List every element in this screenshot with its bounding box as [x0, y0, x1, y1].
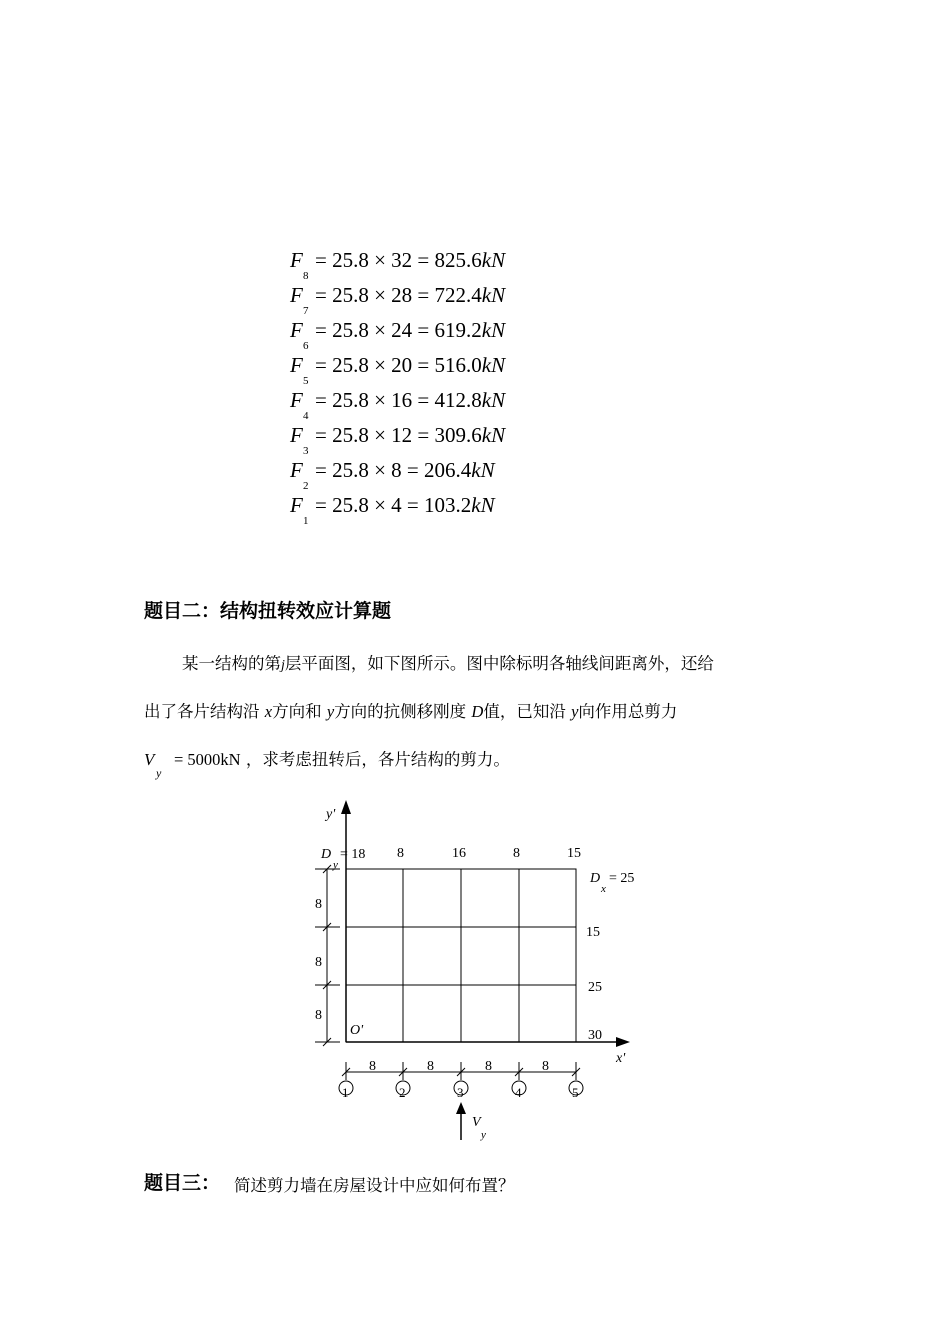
equation-unit: kN — [481, 423, 506, 447]
variable-x: x — [264, 702, 273, 721]
variable-y: y — [571, 702, 579, 721]
force-subscript: 4 — [303, 410, 309, 422]
equation-value: = 25.8 × 4 = 103.2 — [315, 493, 472, 517]
dx-value: 30 — [588, 1028, 602, 1043]
text-segment: 某一结构的第 — [182, 654, 281, 673]
dy-value: 15 — [567, 846, 581, 861]
equation-value: = 25.8 × 16 = 412.8 — [315, 388, 482, 412]
axis-number: 1 — [342, 1085, 349, 1100]
subscript-y: y — [156, 766, 162, 780]
equation-rhs — [315, 318, 505, 343]
force-label: V — [472, 1115, 481, 1130]
axis-number: 4 — [515, 1085, 522, 1100]
equation-rhs — [315, 388, 505, 413]
variable-D: D — [471, 702, 484, 721]
force-subscript: 7 — [303, 305, 309, 317]
text-segment: 向作用总剪力 — [578, 702, 678, 721]
text-segment: 值，已知沿 — [483, 702, 566, 721]
axis-number: 3 — [457, 1085, 464, 1100]
axis-number: 5 — [572, 1085, 579, 1100]
equation-value: = 25.8 × 28 = 722.4 — [315, 283, 482, 307]
row-spacing: 8 — [315, 897, 322, 912]
dy-value: = 18 — [340, 847, 366, 862]
dy-symbol: D — [321, 847, 332, 862]
equation-value: = 25.8 × 32 = 825.6 — [315, 248, 482, 272]
equation-unit: kN — [481, 388, 506, 412]
dy-subscript: y — [333, 859, 338, 871]
force-symbol: F — [290, 388, 303, 412]
variable-j: j — [281, 658, 285, 673]
y-axis-arrow-icon — [341, 800, 351, 814]
axis-number: 2 — [399, 1085, 406, 1100]
dy-value: 16 — [452, 846, 466, 861]
equation-unit: kN — [481, 318, 506, 342]
force-symbol: F — [290, 458, 303, 482]
dx-subscript: x — [601, 883, 606, 895]
equation-unit: kN — [471, 493, 495, 517]
force-subscript: 2 — [303, 480, 309, 492]
col-spacing: 8 — [485, 1059, 492, 1074]
force-subscript: 3 — [303, 445, 309, 457]
force-symbol: F — [290, 318, 303, 342]
floor-plan-diagram — [290, 790, 660, 1150]
x-axis-arrow-icon — [616, 1037, 630, 1047]
force-symbol: F — [290, 353, 303, 377]
force-subscript: 5 — [303, 375, 309, 387]
question-two-title: 题目二：结构扭转效应计算题 — [144, 600, 392, 622]
equation-rhs — [315, 353, 505, 378]
force-symbol: F — [290, 423, 303, 447]
dy-value: 8 — [397, 846, 404, 861]
text-segment: 层平面图，如下图所示。图中除标明各轴线间距离外，还给 — [284, 654, 714, 673]
equation-rhs — [315, 458, 495, 483]
dx-value: 25 — [588, 980, 602, 995]
col-spacing: 8 — [542, 1059, 549, 1074]
row-spacing: 8 — [315, 955, 322, 970]
equation-unit: kN — [481, 248, 506, 272]
force-subscript: 1 — [303, 515, 309, 527]
origin-label: O' — [350, 1023, 364, 1038]
equation-value: = 25.8 × 24 = 619.2 — [315, 318, 482, 342]
variable-y: y — [326, 702, 335, 721]
text-segment: 方向的抗侧移刚度 — [334, 702, 467, 721]
force-arrow-head-icon — [456, 1102, 466, 1114]
dx-value: = 25 — [609, 871, 635, 886]
equation-value: = 25.8 × 12 = 309.6 — [315, 423, 482, 447]
q2-paragraph-line-1 — [182, 650, 714, 674]
grid — [346, 869, 576, 1042]
text-segment: 方向和 — [272, 702, 322, 721]
question-three-text: 简述剪力墙在房屋设计中应如何布置？ — [234, 1176, 515, 1195]
equation-unit: kN — [481, 353, 506, 377]
shear-value: = 5000kN — [174, 750, 241, 769]
force-subscript: 6 — [303, 340, 309, 352]
x-axis-label: x' — [616, 1051, 626, 1066]
variable-V: V — [144, 750, 155, 769]
q2-paragraph-line-3 — [144, 746, 510, 780]
force-subscript: 8 — [303, 270, 309, 282]
y-axis-label: y' — [326, 807, 336, 822]
equation-value: = 25.8 × 20 = 516.0 — [315, 353, 482, 377]
dy-value: 8 — [513, 846, 520, 861]
dx-value: 15 — [586, 925, 600, 940]
force-subscript: y — [481, 1129, 486, 1141]
equation-unit: kN — [471, 458, 495, 482]
col-spacing: 8 — [427, 1059, 434, 1074]
equation-rhs — [315, 283, 505, 308]
text-segment: 出了各片结构沿 — [144, 702, 260, 721]
force-symbol: F — [290, 248, 303, 272]
equation-rhs — [315, 493, 495, 518]
equation-unit: kN — [481, 283, 506, 307]
col-spacing: 8 — [369, 1059, 376, 1074]
question-three-title: 题目三： — [144, 1172, 221, 1194]
force-symbol: F — [290, 283, 303, 307]
row-spacing: 8 — [315, 1008, 322, 1023]
equation-rhs — [315, 248, 505, 273]
dx-symbol: D — [590, 871, 601, 886]
text-segment: ，求考虑扭转后，各片结构的剪力。 — [245, 750, 510, 769]
equation-value: = 25.8 × 8 = 206.4 — [315, 458, 472, 482]
force-symbol: F — [290, 493, 303, 517]
q2-paragraph-line-2 — [144, 698, 677, 722]
equation-rhs — [315, 423, 505, 448]
